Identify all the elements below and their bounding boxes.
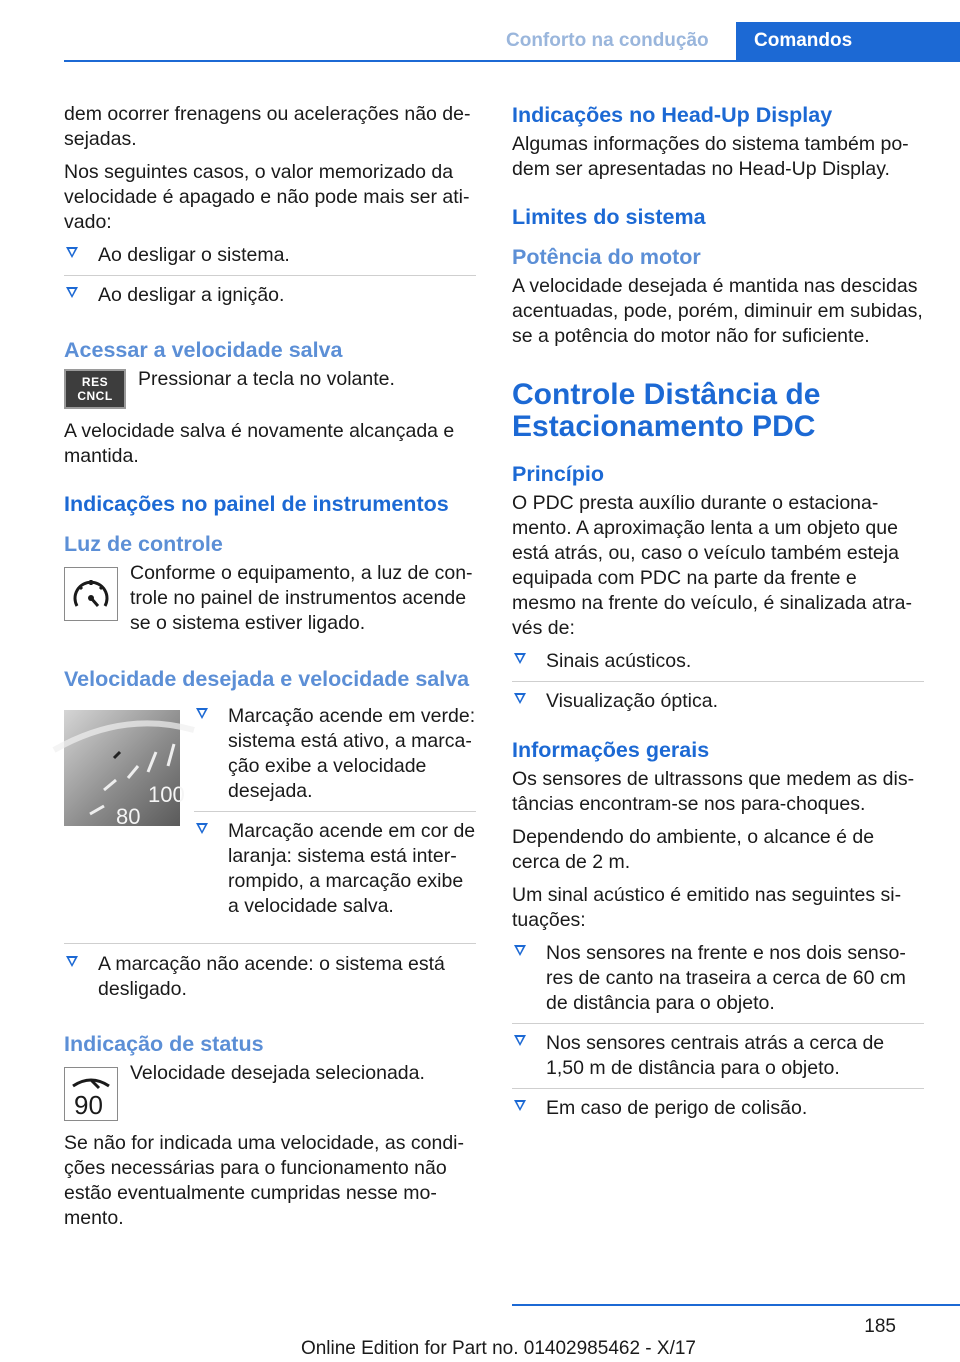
heading-pdc: Controle Distância de Estacionamento PDC: [512, 378, 821, 443]
list-item: Marcação acende em verde: sistema está ativo, a marcação exibe a velocidade desejada.: [194, 704, 476, 812]
footer-edition: Online Edition for Part no. 01402985462 - X/17: [300, 1338, 696, 1359]
bullet-list: [64, 243, 476, 315]
page-number: 185: [864, 1316, 896, 1337]
list-item: Ao desligar a ignição.: [64, 283, 476, 315]
paragraph: Pressionar a tecla no volante.: [138, 368, 395, 390]
paragraph: Nos seguintes casos, o valor memorizado da velocidade é apagado e não pode mais ser ativado:: [64, 161, 470, 233]
triangle-bullet-icon: [514, 693, 526, 704]
paragraph: A velocidade salva é novamente alcançada e mantida.: [64, 420, 455, 467]
heading-hud: Indicações no Head-Up Display: [512, 103, 833, 127]
triangle-bullet-icon: [514, 945, 526, 956]
paragraph: Um sinal acústico é emitido nas seguintes situações:: [512, 884, 902, 931]
list-item: A marcação não acende: o sistema está desligado.: [64, 952, 476, 1009]
list-item: Nos sensores na frente e nos dois sensores de canto na traseira a cerca de 60 cm de distância para o objeto.: [512, 941, 924, 1024]
heading-access-speed: Acessar a velocidade salva: [64, 338, 343, 362]
triangle-bullet-icon: [66, 956, 78, 967]
left-column: [64, 102, 476, 1239]
header-rule: [64, 60, 960, 62]
header-section-title: Conforto na condução: [506, 30, 709, 51]
triangle-bullet-icon: [196, 823, 208, 834]
triangle-bullet-icon: [514, 1100, 526, 1111]
heading-instrument-panel: Indicações no painel de instrumentos: [64, 492, 449, 516]
heading-engine-power: Potência do motor: [512, 245, 701, 269]
cruise-control-icon: [64, 567, 118, 621]
bullet-list: [64, 943, 476, 1009]
list-item: Nos sensores centrais atrás a cerca de 1,50 m de distância para o objeto.: [512, 1031, 924, 1089]
triangle-bullet-icon: [66, 287, 78, 298]
paragraph: Os sensores de ultrassons que medem as distâncias encontram-se nos para-choques.: [512, 768, 915, 815]
bullet-list: [194, 704, 476, 926]
speedometer-image: [64, 710, 185, 829]
speed-label-100: 100: [148, 782, 185, 807]
paragraph: Dependendo do ambiente, o alcance é de cerca de 2 m.: [512, 826, 875, 873]
heading-desired-speed: Velocidade desejada e velocidade salva: [64, 667, 470, 691]
paragraph: dem ocorrer frenagens ou acelerações não desejadas.: [64, 103, 471, 150]
triangle-bullet-icon: [196, 708, 208, 719]
list-item: Marcação acende em cor de laranja: sistema está interrompido, a marcação exibe a velocidade salva.: [194, 819, 476, 926]
res-cncl-button-icon: RES CNCL: [64, 369, 126, 409]
list-item: Visualização óptica.: [512, 689, 924, 721]
header-tab[interactable]: Comandos: [736, 22, 960, 60]
paragraph: Se não for indicada uma velocidade, as condições necessárias para o funcionamento não estão eventualmente cumpridas nesse momento.: [64, 1132, 465, 1229]
footer-rule: [512, 1304, 960, 1306]
heading-indicator-light: Luz de controle: [64, 532, 223, 556]
triangle-bullet-icon: [514, 1035, 526, 1046]
bullet-list: [512, 649, 924, 721]
icon-row: [64, 704, 476, 933]
icon-row: [64, 1061, 476, 1121]
paragraph: Velocidade desejada selecionada.: [130, 1062, 425, 1084]
status-speed-value: 90: [74, 1090, 103, 1120]
heading-status: Indicação de status: [64, 1032, 264, 1056]
status-speed-icon: [64, 1067, 118, 1121]
icon-row: [64, 367, 476, 409]
paragraph: A velocidade desejada é mantida nas descidas acentuadas, pode, porém, diminuir em subidas, se a potência do motor não for suficiente.: [512, 275, 923, 347]
triangle-bullet-icon: [514, 653, 526, 664]
page-header: [0, 0, 960, 62]
heading-general-info: Informações gerais: [512, 738, 710, 762]
list-item: Sinais acústicos.: [512, 649, 924, 682]
bullet-list: [512, 941, 924, 1128]
heading-principle: Princípio: [512, 462, 604, 486]
list-item: Em caso de perigo de colisão.: [512, 1096, 924, 1128]
icon-row: [64, 561, 476, 644]
right-column: [512, 102, 924, 1136]
speed-label-80: 80: [116, 804, 141, 829]
paragraph: O PDC presta auxílio durante o estacionamento. A aproximação lenta a um objeto que está atrás, ou, caso o veículo também esteja equipada com PDC na parte da frente e mesmo na frente do veículo, é sinalizada através de:: [512, 492, 912, 639]
paragraph: Conforme o equipamento, a luz de controle no painel de instrumentos acende se o sistema estiver ligado.: [130, 562, 473, 634]
list-item: Ao desligar o sistema.: [64, 243, 476, 276]
paragraph: Algumas informações do sistema também podem ser apresentadas no Head-Up Display.: [512, 133, 909, 180]
heading-system-limits: Limites do sistema: [512, 205, 706, 229]
triangle-bullet-icon: [66, 247, 78, 258]
